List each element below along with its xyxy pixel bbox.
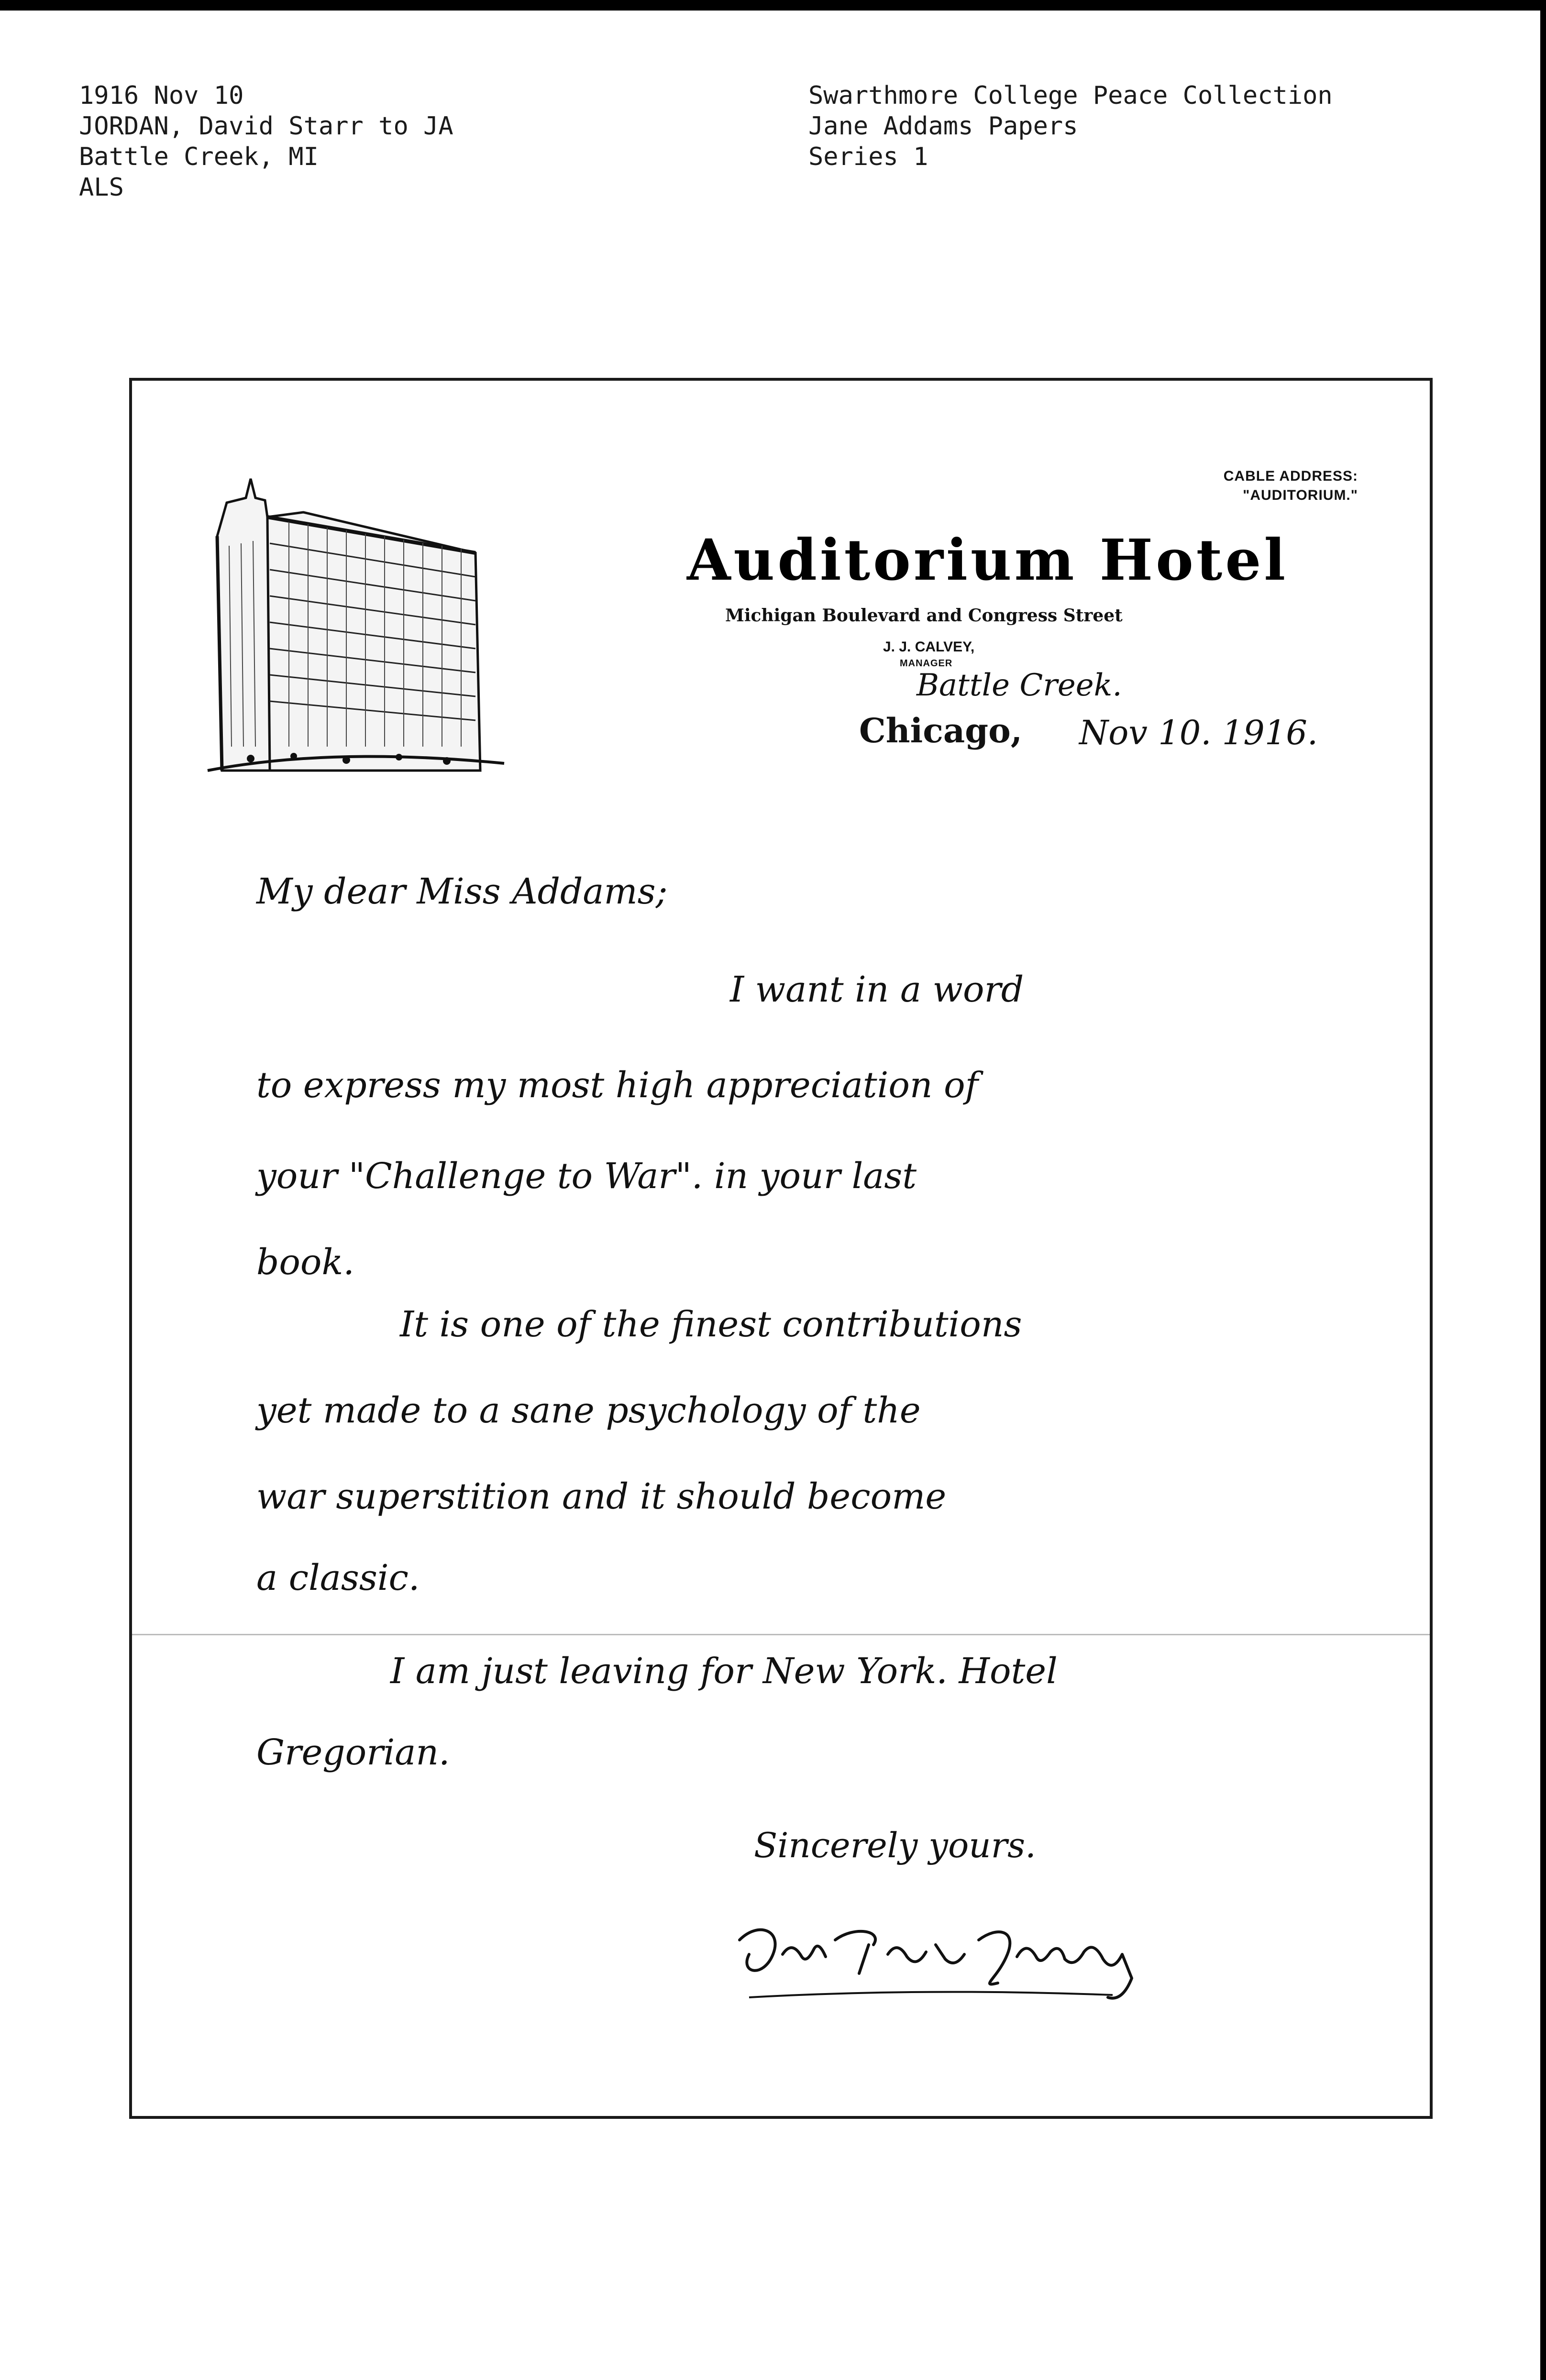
- body-line: war superstition and it should become: [256, 1476, 947, 1517]
- catalog-place: Battle Creek, MI: [79, 143, 319, 171]
- body-line: to express my most high appreciation of: [256, 1065, 979, 1106]
- body-line: Gregorian.: [256, 1732, 450, 1773]
- body-line: a classic.: [256, 1557, 420, 1598]
- printed-city: Chicago,: [859, 711, 1023, 750]
- hotel-name: Auditorium Hotel: [687, 527, 1289, 593]
- manager-title: MANAGER: [900, 658, 953, 669]
- collection-name: Swarthmore College Peace Collection: [808, 81, 1333, 110]
- hotel-building-illustration: [188, 441, 514, 775]
- body-line: I am just leaving for New York. Hotel: [390, 1651, 1058, 1692]
- written-date: Nov 10. 1916.: [1079, 713, 1318, 752]
- body-line: book.: [256, 1242, 354, 1283]
- written-place: Battle Creek.: [917, 668, 1122, 703]
- cable-address-label: CABLE ADDRESS:: [1223, 468, 1358, 484]
- fold-line: [132, 1634, 1430, 1635]
- body-line: I want in a word: [730, 969, 1024, 1010]
- catalog-info: [79, 80, 453, 203]
- collection-papers: Jane Addams Papers: [808, 112, 1078, 141]
- svg-text:David Starr Jordan: David Starr Jordan: [730, 1911, 734, 1912]
- cable-address: [1224, 467, 1358, 505]
- catalog-date: 1916 Nov 10: [79, 81, 244, 110]
- letter-sheet: [129, 378, 1433, 2119]
- cable-address-value: "AUDITORIUM.": [1243, 487, 1358, 503]
- body-line: yet made to a sane psychology of the: [256, 1390, 921, 1431]
- manager-name: J. J. CALVEY,: [883, 639, 975, 655]
- scan-edge-top: [0, 0, 1546, 11]
- body-line: your "Challenge to War". in your last: [256, 1156, 917, 1197]
- collection-series: Series 1: [808, 143, 928, 171]
- body-line: It is one of the finest contributions: [400, 1304, 1022, 1345]
- signature: [730, 1911, 1170, 2007]
- closing: Sincerely yours.: [754, 1825, 1036, 1865]
- hotel-address: Michigan Boulevard and Congress Street: [725, 606, 1123, 626]
- collection-info: [808, 80, 1333, 172]
- catalog-correspondents: JORDAN, David Starr to JA: [79, 112, 453, 141]
- salutation: My dear Miss Addams;: [256, 871, 668, 912]
- scan-edge-right: [1540, 0, 1546, 2380]
- catalog-type: ALS: [79, 173, 124, 202]
